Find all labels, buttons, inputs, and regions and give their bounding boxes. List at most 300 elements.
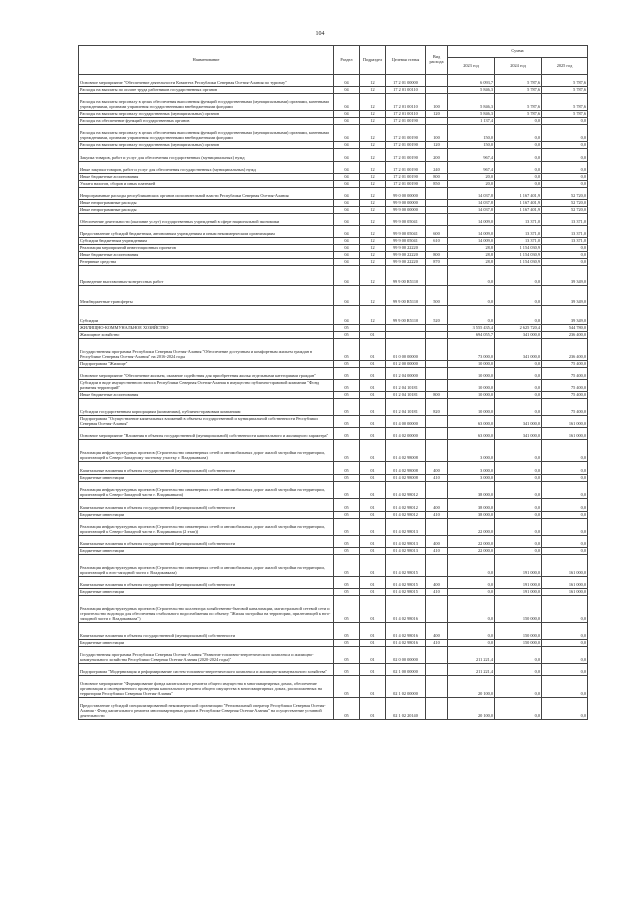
row-sum-2025: 0,0 [542,259,588,266]
row-exp-type: 410 [426,589,448,596]
row-target: 99 9 00 22220 [386,245,426,252]
row-subsection: 01 [360,589,386,596]
row-target: 01 2 04 10181 [386,399,426,416]
row-name: Реализация инфраструктурных проектов (Строительство инженерных сетей и автомобильных дорог жилой застройки на территории, прилегающей к юго-западной части г. Владикавказа) [79,555,334,577]
row-target: 01 2 04 00000 [386,368,426,380]
row-exp-type: 610 [426,238,448,245]
row-target: 17 2 01 00190 [386,149,426,162]
row-exp-type [426,332,448,339]
row-sum-2025: 236 400,0 [542,332,588,339]
row-sum-2024: 0,0 [495,368,542,380]
row-section: 04 [334,226,360,238]
row-sum-2025: 0,0 [542,596,588,623]
row-sum-2023: 150,0 [448,142,495,149]
row-sum-2023: 14 037,8 [448,188,495,200]
row-exp-type [426,596,448,623]
row-sum-2023: 63 000,0 [448,416,495,428]
row-target: 01 4 02 98016 [386,623,426,640]
row-sum-2023: 0,0 [448,306,495,325]
row-sum-2023: 0,0 [448,266,495,286]
row-sum-2024: 341 000,0 [495,416,542,428]
row-section: 05 [334,475,360,482]
row-target: 01 4 02 98016 [386,596,426,623]
row-sum-2025: 0,0 [542,536,588,548]
table-row [79,118,588,125]
table-row [79,499,588,512]
row-name: Расходы на обеспечение функций государственных органов [79,118,334,125]
table-row [79,482,588,499]
row-subsection: 12 [360,286,386,306]
row-name: Уплата налогов, сборов и иных платежей [79,181,334,188]
row-section: 05 [334,440,360,462]
row-sum-2023: 73 000,0 [448,339,495,361]
row-name: Реализация инфраструктурных проектов (Строительство инженерных сетей и автомобильных дорог жилой застройки на территории, прилегающей к Северо-Западному частному участку г. Владикавказа) [79,440,334,462]
table-row [79,174,588,181]
row-subsection: 01 [360,380,386,392]
row-name: Расходы на выплаты персоналу государственных (муниципальных) органов [79,142,334,149]
row-sum-2024: 150 000,0 [495,623,542,640]
row-sum-2024: 341 000,0 [495,428,542,440]
row-sum-2024: 5 787,6 [495,94,542,111]
row-subsection: 12 [360,245,386,252]
row-target: 01 2 04 10181 [386,392,426,399]
table-row [79,259,588,266]
row-sum-2025: 0,0 [542,118,588,125]
row-name: Реализация инфраструктурных проектов (Строительство инженерных сетей и автомобильных дорог жилой застройки на территории, прилегающей к Северо-Западной части г. Владикавказа (2 этап)) [79,519,334,536]
header-section: Раздел [334,46,360,75]
row-section: 04 [334,238,360,245]
row-sum-2025: 0,0 [542,482,588,499]
table-row [79,577,588,589]
row-sum-2024: 0,0 [495,440,542,462]
table-row [79,440,588,462]
row-subsection: 01 [360,519,386,536]
row-sum-2025: 0,0 [542,640,588,647]
row-subsection: 01 [360,440,386,462]
row-name: Расходы на выплаты персоналу в целях обеспечения выполнения функций государственными (муниципальными) органами, казенными учреждениями, органами управления государственными внебюджетными фондами [79,125,334,142]
row-section: 05 [334,647,360,664]
row-subsection: 01 [360,499,386,512]
row-sum-2023: 10 000,0 [448,392,495,399]
table-body [79,75,588,720]
table-row [79,252,588,259]
row-sum-2023: 0,0 [448,640,495,647]
row-exp-type [426,200,448,207]
row-sum-2025: 75 400,0 [542,368,588,380]
row-sum-2023: 14 037,8 [448,200,495,207]
table-row [79,647,588,664]
row-sum-2023: 211 221,4 [448,647,495,664]
row-sum-2024: 0,0 [495,125,542,142]
row-sum-2024: 0,0 [495,512,542,519]
row-sum-2024: 13 371,0 [495,238,542,245]
row-subsection: 12 [360,149,386,162]
table-row [79,512,588,519]
row-subsection: 12 [360,306,386,325]
row-sum-2023: 694 055,7 [448,332,495,339]
row-sum-2025: 5 787,6 [542,111,588,118]
row-sum-2025: 5 787,6 [542,87,588,94]
row-sum-2023: 22 000,0 [448,519,495,536]
row-exp-type [426,555,448,577]
row-exp-type: 240 [426,162,448,174]
row-section: 05 [334,589,360,596]
row-target: 17 2 01 00190 [386,142,426,149]
row-sum-2024: 0,0 [495,162,542,174]
row-sum-2025: 13 371,0 [542,226,588,238]
row-section: 05 [334,325,360,332]
row-name: Бюджетные инвестиции [79,512,334,519]
table-row [79,555,588,577]
row-section: 05 [334,399,360,416]
row-exp-type [426,428,448,440]
header-target: Целевая статья [386,46,426,75]
row-exp-type [426,214,448,226]
row-section: 05 [334,499,360,512]
row-name: Бюджетные инвестиции [79,589,334,596]
row-exp-type: 800 [426,174,448,181]
row-target: 01 4 02 98015 [386,577,426,589]
row-sum-2023: 22 000,0 [448,548,495,555]
row-sum-2024: 191 000,0 [495,555,542,577]
row-sum-2023: 6 093,7 [448,75,495,87]
row-sum-2025: 5 787,6 [542,75,588,87]
row-sum-2025: 0,0 [542,698,588,720]
row-subsection [360,325,386,332]
row-target: 01 4 02 98012 [386,512,426,519]
row-subsection: 12 [360,174,386,181]
row-sum-2024: 0,0 [495,142,542,149]
row-sum-2025: 0,0 [542,440,588,462]
row-exp-type: 870 [426,259,448,266]
row-name: Подпрограмма "Жилище" [79,361,334,368]
row-exp-type [426,647,448,664]
row-subsection: 12 [360,162,386,174]
row-target: 17 2 01 00190 [386,162,426,174]
row-target: 01 4 02 98016 [386,640,426,647]
table-row [79,361,588,368]
row-target: 01 4 02 98013 [386,548,426,555]
row-sum-2025: 161 000,0 [542,555,588,577]
row-subsection: 01 [360,647,386,664]
row-subsection: 01 [360,577,386,589]
row-section: 05 [334,548,360,555]
header-year-2023: 2023 год [448,58,495,75]
table-row [79,238,588,245]
row-section: 04 [334,286,360,306]
table-row [79,428,588,440]
row-name: Реализация инфраструктурных проектов (Строительство коллектора хозяйственно-бытовой канализации, магистральной сетевой сети и строительство водовода для обеспечения стабильного водоснабжения по объекту "Жилая застройка на территории, прилегающей к юго-западной части г. Владикавказа") [79,596,334,623]
row-exp-type: 400 [426,499,448,512]
row-subsection: 12 [360,266,386,286]
table-row [79,332,588,339]
row-exp-type [426,676,448,698]
table-row [79,325,588,332]
row-sum-2024: 5 787,6 [495,75,542,87]
row-section: 04 [334,94,360,111]
row-target: 02 1 02 20140 [386,698,426,720]
row-target: 01 4 02 00000 [386,428,426,440]
row-exp-type: 100 [426,94,448,111]
row-subsection: 01 [360,555,386,577]
row-section: 05 [334,392,360,399]
row-sum-2025: 0,0 [542,174,588,181]
row-sum-2023: 3 000,0 [448,475,495,482]
table-row [79,399,588,416]
row-exp-type: 410 [426,475,448,482]
row-exp-type: 200 [426,149,448,162]
row-target: 01 4 02 98008 [386,475,426,482]
row-subsection: 12 [360,87,386,94]
row-sum-2025: 75 400,0 [542,392,588,399]
row-subsection: 12 [360,226,386,238]
row-sum-2023: 20 100,0 [448,698,495,720]
row-exp-type [426,87,448,94]
row-exp-type [426,75,448,87]
row-section: 04 [334,87,360,94]
row-sum-2025: 75 400,0 [542,361,588,368]
header-year-2024: 2024 год [495,58,542,75]
row-sum-2025: 0,0 [542,162,588,174]
table-row [79,416,588,428]
table-row [79,596,588,623]
row-sum-2025: 0,0 [542,125,588,142]
row-sum-2023: 211 221,4 [448,664,495,676]
row-section: 05 [334,416,360,428]
row-subsection: 12 [360,259,386,266]
header-year-2025: 2025 год [542,58,588,75]
row-sum-2024: 0,0 [495,499,542,512]
row-section: 05 [334,664,360,676]
row-target: 99 9 00 22220 [386,259,426,266]
row-target: 99 9 00 05041 [386,238,426,245]
row-sum-2023: 0,0 [448,286,495,306]
row-name: Реализация инфраструктурных проектов (Строительство инженерных сетей и автомобильных дорог жилой застройки на территории, прилегающей к Северо-Западной части г. Владикавказа) [79,482,334,499]
row-sum-2024: 0,0 [495,118,542,125]
row-subsection: 12 [360,118,386,125]
row-target: 17 2 01 00190 [386,125,426,142]
row-exp-type: 400 [426,536,448,548]
row-subsection: 01 [360,368,386,380]
row-sum-2025: 39 349,0 [542,286,588,306]
row-sum-2025: 0,0 [542,499,588,512]
row-name: Проведение выставочных-конгрессных работ [79,266,334,286]
row-section: 04 [334,306,360,325]
table-row [79,188,588,200]
row-exp-type [426,416,448,428]
row-sum-2023: 3 000,0 [448,462,495,475]
row-section: 04 [334,118,360,125]
row-subsection: 12 [360,188,386,200]
row-section: 05 [334,555,360,577]
row-name: Межбюджетные трансферты [79,286,334,306]
row-sum-2025: 52 720,0 [542,188,588,200]
row-sum-2023: 5 846,3 [448,87,495,94]
row-sum-2023: 0,0 [448,555,495,577]
row-sum-2024: 1 154 030,9 [495,259,542,266]
table-row [79,368,588,380]
table-row [79,87,588,94]
row-target: 01 2 00 00000 [386,361,426,368]
budget-table [78,45,588,720]
row-section: 04 [334,252,360,259]
row-section: 04 [334,181,360,188]
row-target: 99 0 00 00000 [386,188,426,200]
row-exp-type [426,339,448,361]
row-sum-2025: 0,0 [542,664,588,676]
row-section: 05 [334,462,360,475]
row-subsection: 01 [360,512,386,519]
row-sum-2025: 0,0 [542,181,588,188]
row-section: 05 [334,623,360,640]
row-target [386,325,426,332]
row-sum-2025: 0,0 [542,245,588,252]
row-sum-2023: 1 137,4 [448,118,495,125]
row-sum-2023: 63 000,0 [448,428,495,440]
row-sum-2025: 39 349,0 [542,266,588,286]
table-row [79,142,588,149]
row-exp-type: 400 [426,577,448,589]
row-section: 05 [334,339,360,361]
row-section: 04 [334,111,360,118]
row-section: 05 [334,698,360,720]
row-name: Субсидии [79,306,334,325]
row-sum-2024: 5 787,6 [495,87,542,94]
row-sum-2025: 0,0 [542,647,588,664]
row-target: 17 2 01 00190 [386,118,426,125]
row-sum-2023: 20,0 [448,181,495,188]
row-target: 01 4 02 98012 [386,499,426,512]
row-subsection: 12 [360,207,386,214]
row-section: 05 [334,512,360,519]
row-subsection: 01 [360,698,386,720]
row-subsection: 12 [360,94,386,111]
row-exp-type: 400 [426,623,448,640]
row-target: 99 9 00 R5110 [386,266,426,286]
row-section: 05 [334,519,360,536]
row-target: 17 2 01 00000 [386,75,426,87]
row-exp-type [426,207,448,214]
row-section: 04 [334,125,360,142]
row-sum-2023: 10 000,0 [448,361,495,368]
row-sum-2024: 0,0 [495,676,542,698]
row-sum-2023: 28,8 [448,245,495,252]
table-row [79,339,588,361]
row-sum-2024: 0,0 [495,664,542,676]
row-name: Расходы на выплаты по оплате труда работников государственных органов [79,87,334,94]
row-exp-type [426,698,448,720]
row-section: 05 [334,368,360,380]
row-section: 04 [334,188,360,200]
row-subsection: 01 [360,339,386,361]
table-row [79,214,588,226]
row-name: Иные бюджетные ассигнования [79,174,334,181]
row-sum-2025: 0,0 [542,252,588,259]
row-sum-2024: 0,0 [495,149,542,162]
row-exp-type: 410 [426,512,448,519]
row-target: 02 1 02 00000 [386,676,426,698]
row-target: 17 2 01 00190 [386,174,426,181]
row-target [386,332,426,339]
row-name: Расходы на выплаты персоналу государственных (муниципальных) органов [79,111,334,118]
table-row [79,306,588,325]
row-target: 01 2 04 10181 [386,380,426,392]
row-subsection: 12 [360,181,386,188]
row-name: Основное мероприятие "Обеспечение жильем, оказание содействия для приобретения жилья отдельными категориями граждан" [79,368,334,380]
row-section: 05 [334,428,360,440]
header-exp-type: Вид расхода [426,46,448,75]
table-row [79,462,588,475]
row-subsection: 01 [360,392,386,399]
row-subsection: 12 [360,252,386,259]
row-sum-2023: 14 037,8 [448,207,495,214]
row-exp-type [426,325,448,332]
row-subsection: 12 [360,111,386,118]
row-name: Иные бюджетные ассигнования [79,252,334,259]
row-section: 05 [334,640,360,647]
row-sum-2023: 967,4 [448,162,495,174]
row-subsection: 01 [360,416,386,428]
row-section: 04 [334,200,360,207]
table-row [79,286,588,306]
row-name: Субсидии государственным корпорациям (компаниям), публично-правовым компаниям [79,399,334,416]
row-sum-2025: 5 787,6 [542,94,588,111]
row-sum-2024: 1 167 401,9 [495,200,542,207]
row-sum-2023: 0,0 [448,589,495,596]
row-sum-2025: 0,0 [542,475,588,482]
row-target: 99 9 00 05041 [386,226,426,238]
row-section: 05 [334,332,360,339]
row-section: 05 [334,577,360,589]
row-sum-2024: 1 167 401,9 [495,188,542,200]
row-name: Государственная программа Республики Северная Осетия-Алания "Обеспечение доступным и комфортным жильем граждан в Республике Северная Осетия-Алания" на 2016-2024 годы [79,339,334,361]
row-exp-type: 820 [426,399,448,416]
row-target: 17 2 01 00110 [386,87,426,94]
row-section: 04 [334,214,360,226]
row-target: 99 9 00 R5110 [386,286,426,306]
row-sum-2023: 10 000,0 [448,368,495,380]
row-section: 05 [334,596,360,623]
row-target: 01 4 02 98008 [386,462,426,475]
row-exp-type: 500 [426,286,448,306]
row-name: Государственная программа Республики Северная Осетия-Алания "Развитие топливно-энергетического комплекса и жилищно-коммунального хозяйства Республики Северная Осетия-Алания (2020-2024 годы)" [79,647,334,664]
row-name: Непрограммные расходы республиканских органов исполнительной власти Республики Северная Осетия-Алания [79,188,334,200]
row-sum-2025: 161 000,0 [542,428,588,440]
row-subsection: 01 [360,399,386,416]
row-sum-2025: 0,0 [542,142,588,149]
row-sum-2023: 20,0 [448,174,495,181]
row-exp-type: 410 [426,548,448,555]
row-name: Основное мероприятие "Вложения в объекты государственной (муниципальной) собственности капитального и жилищного характера" [79,428,334,440]
row-section: 04 [334,266,360,286]
row-exp-type [426,368,448,380]
row-name: Капитальные вложения в объекты государственной (муниципальной) собственности [79,577,334,589]
row-target: 99 9 00 22220 [386,252,426,259]
row-sum-2023: 14 009,0 [448,214,495,226]
row-target: 17 2 01 00110 [386,111,426,118]
row-sum-2025: 0,0 [542,623,588,640]
row-sum-2025: 544 780,0 [542,325,588,332]
row-sum-2023: 0,0 [448,577,495,589]
table-row [79,125,588,142]
row-name: Предоставление субсидий бюджетным, автономным учреждениям и иным некоммерческим организациям [79,226,334,238]
row-target: 01 0 00 00000 [386,339,426,361]
row-target: 01 4 02 98015 [386,555,426,577]
row-target: 17 2 01 00190 [386,181,426,188]
row-exp-type: 120 [426,111,448,118]
row-section: 05 [334,482,360,499]
row-exp-type [426,266,448,286]
